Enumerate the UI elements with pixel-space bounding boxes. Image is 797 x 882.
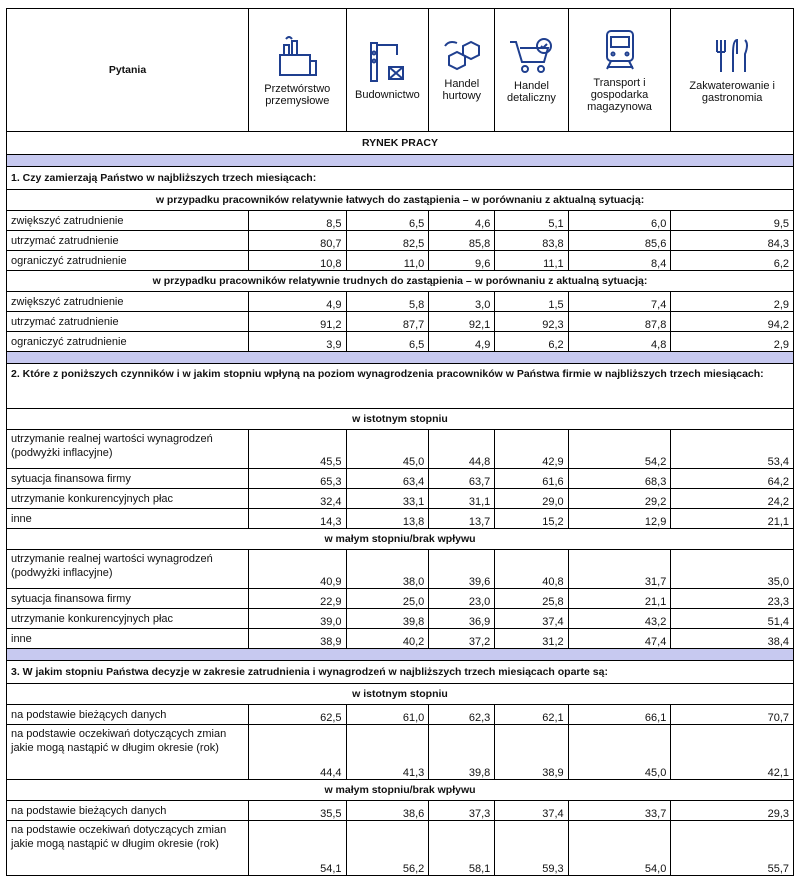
value-cell: 7,4 — [568, 292, 671, 312]
value-cell: 84,3 — [671, 231, 794, 251]
row-label: sytuacja finansowa firmy — [7, 469, 249, 489]
value-cell: 21,1 — [568, 589, 671, 609]
value-cell: 31,7 — [568, 550, 671, 589]
value-cell: 63,4 — [346, 469, 429, 489]
value-cell: 44,4 — [249, 725, 346, 780]
value-cell: 42,9 — [495, 430, 568, 469]
value-cell: 54,0 — [568, 821, 671, 876]
value-cell: 4,8 — [568, 332, 671, 352]
sector-header-retail: Handel detaliczny — [495, 9, 568, 132]
value-cell: 38,9 — [249, 629, 346, 649]
value-cell: 4,9 — [249, 292, 346, 312]
group-title: w małym stopniu/brak wpływu — [7, 529, 794, 550]
table-row — [7, 609, 794, 629]
value-cell: 61,0 — [346, 705, 429, 725]
separator-cell — [7, 155, 794, 167]
group-title: w małym stopniu/brak wpływu — [7, 780, 794, 801]
value-cell: 35,5 — [249, 801, 346, 821]
sector-header-construction: Budownictwo — [346, 9, 429, 132]
value-cell: 40,2 — [346, 629, 429, 649]
row-label: na podstawie oczekiwań dotyczących zmian jakie mogą nastąpić w długim okresie (rok) — [7, 725, 249, 780]
value-cell: 66,1 — [568, 705, 671, 725]
question-row — [7, 661, 794, 684]
cutlery-icon — [709, 36, 755, 76]
value-cell: 13,8 — [346, 509, 429, 529]
table-row — [7, 292, 794, 312]
value-cell: 29,2 — [568, 489, 671, 509]
value-cell: 51,4 — [671, 609, 794, 629]
value-cell: 64,2 — [671, 469, 794, 489]
row-label: utrzymać zatrudnienie — [7, 231, 249, 251]
value-cell: 83,8 — [495, 231, 568, 251]
value-cell: 55,7 — [671, 821, 794, 876]
value-cell: 36,9 — [429, 609, 495, 629]
table-row — [7, 332, 794, 352]
row-label: na podstawie oczekiwań dotyczących zmian jakie mogą nastąpić w długim okresie (rok) — [7, 821, 249, 876]
value-cell: 10,8 — [249, 251, 346, 271]
row-label: na podstawie bieżących danych — [7, 801, 249, 821]
table-row — [7, 231, 794, 251]
value-cell: 9,5 — [671, 211, 794, 231]
row-label: na podstawie bieżących danych — [7, 705, 249, 725]
value-cell: 85,6 — [568, 231, 671, 251]
value-cell: 65,3 — [249, 469, 346, 489]
value-cell: 12,9 — [568, 509, 671, 529]
value-cell: 45,0 — [568, 725, 671, 780]
value-cell: 1,5 — [495, 292, 568, 312]
group-title-row — [7, 271, 794, 292]
value-cell: 25,0 — [346, 589, 429, 609]
row-label: zwiększyć zatrudnienie — [7, 292, 249, 312]
value-cell: 37,2 — [429, 629, 495, 649]
value-cell: 33,1 — [346, 489, 429, 509]
group-title-row — [7, 684, 794, 705]
value-cell: 6,5 — [346, 211, 429, 231]
value-cell: 62,3 — [429, 705, 495, 725]
question-row — [7, 167, 794, 190]
group-title-row — [7, 780, 794, 801]
value-cell: 62,1 — [495, 705, 568, 725]
section-title: RYNEK PRACY — [7, 132, 794, 155]
value-cell: 4,9 — [429, 332, 495, 352]
value-cell: 59,3 — [495, 821, 568, 876]
sector-header-manufacturing: Przetwórstwo przemysłowe — [249, 9, 346, 132]
row-label: inne — [7, 629, 249, 649]
value-cell: 13,7 — [429, 509, 495, 529]
boxes-icon — [441, 38, 483, 74]
value-cell: 5,1 — [495, 211, 568, 231]
value-cell: 47,4 — [568, 629, 671, 649]
group-title: w istotnym stopniu — [7, 409, 794, 430]
value-cell: 82,5 — [346, 231, 429, 251]
value-cell: 8,4 — [568, 251, 671, 271]
value-cell: 53,4 — [671, 430, 794, 469]
table-row — [7, 705, 794, 725]
value-cell: 41,3 — [346, 725, 429, 780]
section-separator — [7, 352, 794, 364]
value-cell: 31,1 — [429, 489, 495, 509]
group-title: w przypadku pracowników relatywnie trudnych do zastąpienia – w porównaniu z aktualną sytuacją: — [7, 271, 794, 292]
group-title: w przypadku pracowników relatywnie łatwych do zastąpienia – w porównaniu z aktualną sytuacją: — [7, 190, 794, 211]
value-cell: 45,5 — [249, 430, 346, 469]
value-cell: 38,0 — [346, 550, 429, 589]
value-cell: 54,1 — [249, 821, 346, 876]
value-cell: 5,8 — [346, 292, 429, 312]
value-cell: 63,7 — [429, 469, 495, 489]
row-label: ograniczyć zatrudnienie — [7, 251, 249, 271]
value-cell: 39,6 — [429, 550, 495, 589]
value-cell: 37,3 — [429, 801, 495, 821]
value-cell: 92,3 — [495, 312, 568, 332]
question-row — [7, 364, 794, 409]
value-cell: 85,8 — [429, 231, 495, 251]
value-cell: 44,8 — [429, 430, 495, 469]
row-label: utrzymanie realnej wartości wynagrodzeń (podwyżki inflacyjne) — [7, 430, 249, 469]
question-column-header: Pytania — [7, 9, 249, 132]
table-row — [7, 469, 794, 489]
group-title-row — [7, 190, 794, 211]
cart-icon — [506, 36, 556, 76]
value-cell: 45,0 — [346, 430, 429, 469]
table-row — [7, 821, 794, 876]
value-cell: 38,6 — [346, 801, 429, 821]
value-cell: 22,9 — [249, 589, 346, 609]
value-cell: 38,4 — [671, 629, 794, 649]
value-cell: 42,1 — [671, 725, 794, 780]
value-cell: 91,2 — [249, 312, 346, 332]
value-cell: 43,2 — [568, 609, 671, 629]
sector-header-hospitality: Zakwaterowanie i gastronomia — [671, 9, 794, 132]
value-cell: 39,8 — [429, 725, 495, 780]
question-title: 2. Które z poniższych czynników i w jakim stopniu wpłyną na poziom wynagrodzenia pracowników w Państwa firmie w najbliższych trzech miesiącach: — [7, 364, 794, 409]
value-cell: 37,4 — [495, 609, 568, 629]
value-cell: 54,2 — [568, 430, 671, 469]
value-cell: 6,2 — [495, 332, 568, 352]
crane-icon — [365, 39, 409, 85]
value-cell: 24,2 — [671, 489, 794, 509]
row-label: inne — [7, 509, 249, 529]
value-cell: 39,0 — [249, 609, 346, 629]
value-cell: 92,1 — [429, 312, 495, 332]
table-row — [7, 801, 794, 821]
table-row — [7, 629, 794, 649]
table-row — [7, 312, 794, 332]
group-title-row — [7, 409, 794, 430]
table-row — [7, 725, 794, 780]
table-row — [7, 211, 794, 231]
question-title: 3. W jakim stopniu Państwa decyzje w zakresie zatrudnienia i wynagrodzeń w najbliższych trzech miesiącach oparte są: — [7, 661, 794, 684]
survey-table — [6, 8, 794, 876]
sector-header-wholesale: Handel hurtowy — [429, 9, 495, 132]
value-cell: 87,8 — [568, 312, 671, 332]
table-row — [7, 550, 794, 589]
value-cell: 23,0 — [429, 589, 495, 609]
table-row — [7, 430, 794, 469]
value-cell: 58,1 — [429, 821, 495, 876]
section-title-row — [7, 132, 794, 155]
value-cell: 62,5 — [249, 705, 346, 725]
value-cell: 33,7 — [568, 801, 671, 821]
value-cell: 2,9 — [671, 332, 794, 352]
sector-header-transport: Transport i gospodarka magazynowa — [568, 9, 671, 132]
value-cell: 25,8 — [495, 589, 568, 609]
value-cell: 11,0 — [346, 251, 429, 271]
value-cell: 9,6 — [429, 251, 495, 271]
row-label: ograniczyć zatrudnienie — [7, 332, 249, 352]
table-row — [7, 251, 794, 271]
value-cell: 2,9 — [671, 292, 794, 312]
table-row — [7, 489, 794, 509]
section-separator — [7, 649, 794, 661]
group-title: w istotnym stopniu — [7, 684, 794, 705]
value-cell: 35,0 — [671, 550, 794, 589]
table-row — [7, 509, 794, 529]
value-cell: 6,5 — [346, 332, 429, 352]
value-cell: 68,3 — [568, 469, 671, 489]
value-cell: 40,8 — [495, 550, 568, 589]
value-cell: 80,7 — [249, 231, 346, 251]
row-label: sytuacja finansowa firmy — [7, 589, 249, 609]
value-cell: 4,6 — [429, 211, 495, 231]
value-cell: 23,3 — [671, 589, 794, 609]
value-cell: 29,3 — [671, 801, 794, 821]
train-icon — [599, 27, 641, 73]
value-cell: 40,9 — [249, 550, 346, 589]
value-cell: 6,0 — [568, 211, 671, 231]
value-cell: 94,2 — [671, 312, 794, 332]
value-cell: 31,2 — [495, 629, 568, 649]
value-cell: 8,5 — [249, 211, 346, 231]
value-cell: 39,8 — [346, 609, 429, 629]
value-cell: 15,2 — [495, 509, 568, 529]
value-cell: 3,0 — [429, 292, 495, 312]
row-label: zwiększyć zatrudnienie — [7, 211, 249, 231]
value-cell: 29,0 — [495, 489, 568, 509]
header-row — [7, 9, 794, 132]
section-separator — [7, 155, 794, 167]
value-cell: 87,7 — [346, 312, 429, 332]
value-cell: 11,1 — [495, 251, 568, 271]
value-cell: 38,9 — [495, 725, 568, 780]
value-cell: 3,9 — [249, 332, 346, 352]
row-label: utrzymać zatrudnienie — [7, 312, 249, 332]
value-cell: 14,3 — [249, 509, 346, 529]
value-cell: 61,6 — [495, 469, 568, 489]
row-label: utrzymanie realnej wartości wynagrodzeń (podwyżki inflacyjne) — [7, 550, 249, 589]
value-cell: 37,4 — [495, 801, 568, 821]
question-title: 1. Czy zamierzają Państwo w najbliższych trzech miesiącach: — [7, 167, 794, 190]
row-label: utrzymanie konkurencyjnych płac — [7, 609, 249, 629]
value-cell: 56,2 — [346, 821, 429, 876]
row-label: utrzymanie konkurencyjnych płac — [7, 489, 249, 509]
value-cell: 70,7 — [671, 705, 794, 725]
factory-icon — [274, 33, 320, 79]
separator-cell — [7, 352, 794, 364]
separator-cell — [7, 649, 794, 661]
group-title-row — [7, 529, 794, 550]
value-cell: 6,2 — [671, 251, 794, 271]
value-cell: 21,1 — [671, 509, 794, 529]
value-cell: 32,4 — [249, 489, 346, 509]
table-row — [7, 589, 794, 609]
